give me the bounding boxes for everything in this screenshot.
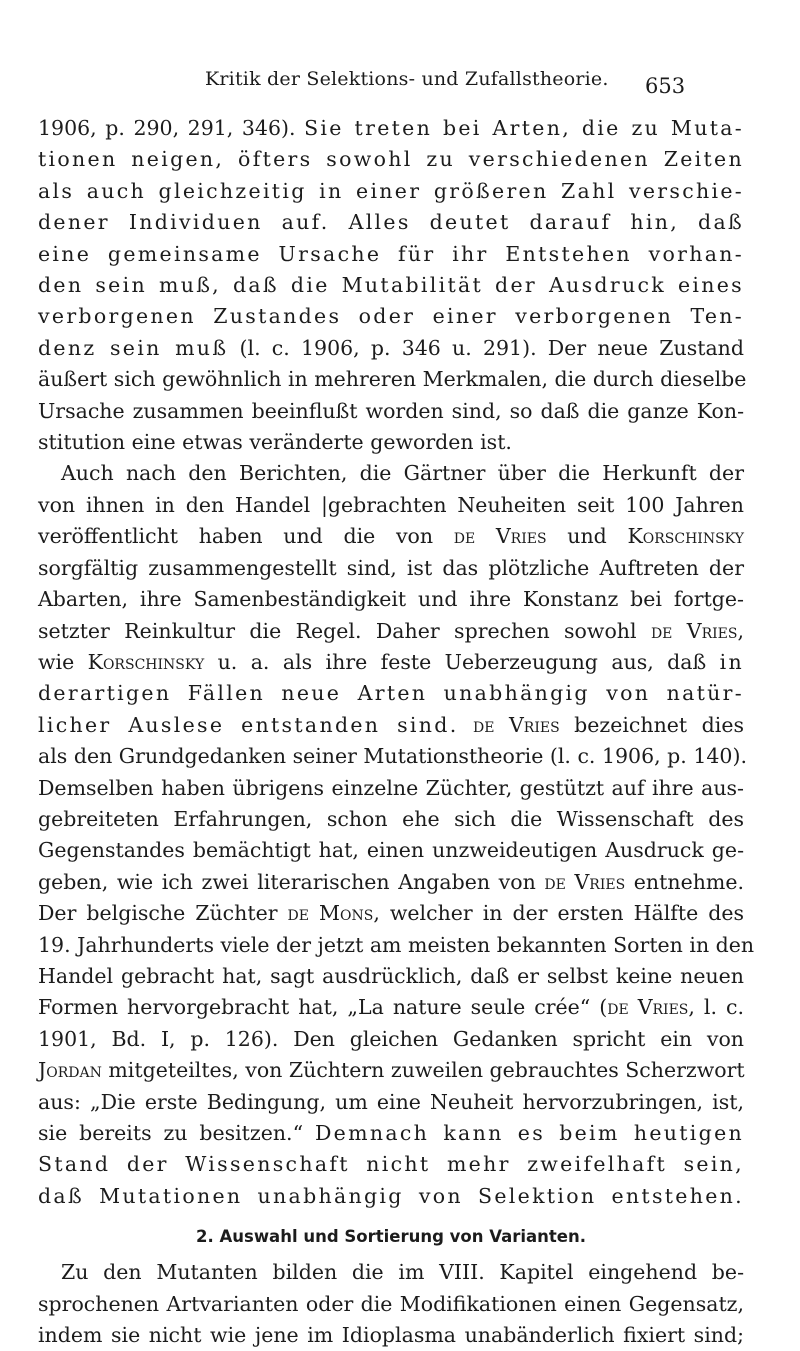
text-line: dener Individuen auf. Alles deutet darauf hin, daß [38, 210, 744, 235]
text-line: sorgfältig zusammengestellt sind, ist das plötzliche Auftreten der [38, 555, 744, 580]
text-line: als den Grundgedanken seiner Mutationstheorie (l. c. 1906, p. 140). [38, 744, 747, 769]
text-line: gebreiteten Erfahrungen, schon ehe sich die Wissenschaft des [38, 806, 744, 831]
text-line: indem sie nicht wie jene im Idioplasma unabänderlich fixiert sind; [38, 1323, 744, 1348]
text-line: Zu den Mutanten bilden die im VIII. Kapitel eingehend be- [61, 1260, 744, 1285]
text-line: licher Auslese entstanden sind. de Vries bezeichnet dies [38, 712, 744, 737]
text-line: 1901, Bd. I, p. 126). Den gleichen Gedanken spricht ein von [38, 1026, 744, 1051]
author-name: de Mons [287, 901, 374, 926]
text-line: Auch nach den Berichten, die Gärtner über die Herkunft der [61, 461, 744, 486]
text-line: den sein muß, daß die Mutabilität der Ausdruck eines [38, 273, 744, 298]
text-line: geben, wie ich zwei literarischen Angaben von de Vries entnehme. [38, 869, 744, 894]
author-name: de Vries [453, 524, 547, 549]
author-name: de Vries [650, 618, 738, 643]
text-line: daß Mutationen unabhängig von Selektion entstehen. [38, 1183, 744, 1208]
text-line: veröffentlicht haben und die von de Vries und Korschinsky [38, 524, 744, 549]
text-line: derartigen Fällen neue Arten unabhängig von natür- [38, 681, 744, 706]
text-line: Formen hervorgebracht hat, „La nature seule crée“ (de Vries, l. c. [38, 995, 744, 1020]
author-name: de Vries [473, 712, 560, 737]
text-line: setzter Reinkultur die Regel. Daher sprechen sowohl de Vries, [38, 618, 744, 643]
text-line: Demselben haben übrigens einzelne Züchter, gestützt auf ihre aus- [38, 775, 744, 800]
text-line: sprochenen Artvarianten oder die Modifikationen einen Gegensatz, [38, 1291, 744, 1316]
section-heading: 2. Auswahl und Sortierung von Varianten. [195, 1227, 587, 1247]
text-line: wie Korschinsky u. a. als ihre feste Ueberzeugung aus, daß in [38, 649, 744, 674]
text-line: eine gemeinsame Ursache für ihr Entstehen vorhan- [38, 241, 744, 266]
text-line: Ursache zusammen beeinflußt worden sind, so daß die ganze Kon- [38, 398, 744, 423]
running-head: Kritik der Selektions- und Zufallstheorie. [205, 68, 609, 90]
text-line: stitution eine etwas veränderte geworden ist. [38, 430, 512, 455]
text-line: Handel gebracht hat, sagt ausdrücklich, daß er selbst keine neuen [38, 963, 744, 988]
body-text [38, 113, 755, 1351]
author-name: de Vries [607, 995, 689, 1020]
text-line: Abarten, ihre Samenbeständigkeit und ihre Konstanz bei fortge- [38, 587, 744, 612]
text-line: Stand der Wissenschaft nicht mehr zweifelhaft sein, [38, 1152, 744, 1177]
text-line: sie bereits zu besitzen.“ Demnach kann es beim heutigen [38, 1121, 745, 1145]
author-name: Jordan [38, 1058, 102, 1083]
text-line: 19. Jahrhunderts viele der jetzt am meisten bekannten Sorten in den [38, 932, 755, 957]
author-name: Korschinsky [627, 524, 744, 549]
text-line: Jordan mitgeteiltes, von Züchtern zuweilen gebrauchtes Scherzwort [38, 1058, 745, 1083]
page-number: 653 [645, 74, 686, 98]
text-line: äußert sich gewöhnlich in mehreren Merkmalen, die durch dieselbe [38, 367, 747, 392]
text-line: verborgenen Zustandes oder einer verborgenen Ten- [38, 304, 744, 329]
text-line: denz sein muß (l. c. 1906, p. 346 u. 291). Der neue Zustand [38, 335, 744, 360]
text-line: von ihnen in den Handel |gebrachten Neuheiten seit 100 Jahren [38, 492, 744, 517]
author-name: Korschinsky [87, 649, 205, 674]
text-line: tionen neigen, öfters sowohl zu verschiedenen Zeiten [38, 147, 744, 172]
text-line: als auch gleichzeitig in einer größeren Zahl verschie- [38, 178, 744, 203]
text-line: 1906, p. 290, 291, 346). Sie treten bei Arten, die zu Muta- [38, 116, 744, 140]
text-line: Der belgische Züchter de Mons, welcher in der ersten Hälfte des [38, 901, 745, 926]
text-line: Gegenstandes bemächtigt hat, einen unzweideutigen Ausdruck ge- [38, 838, 744, 863]
text-line: aus: „Die erste Bedingung, um eine Neuheit hervorzubringen, ist, [38, 1089, 744, 1114]
author-name: de Vries [544, 869, 626, 894]
